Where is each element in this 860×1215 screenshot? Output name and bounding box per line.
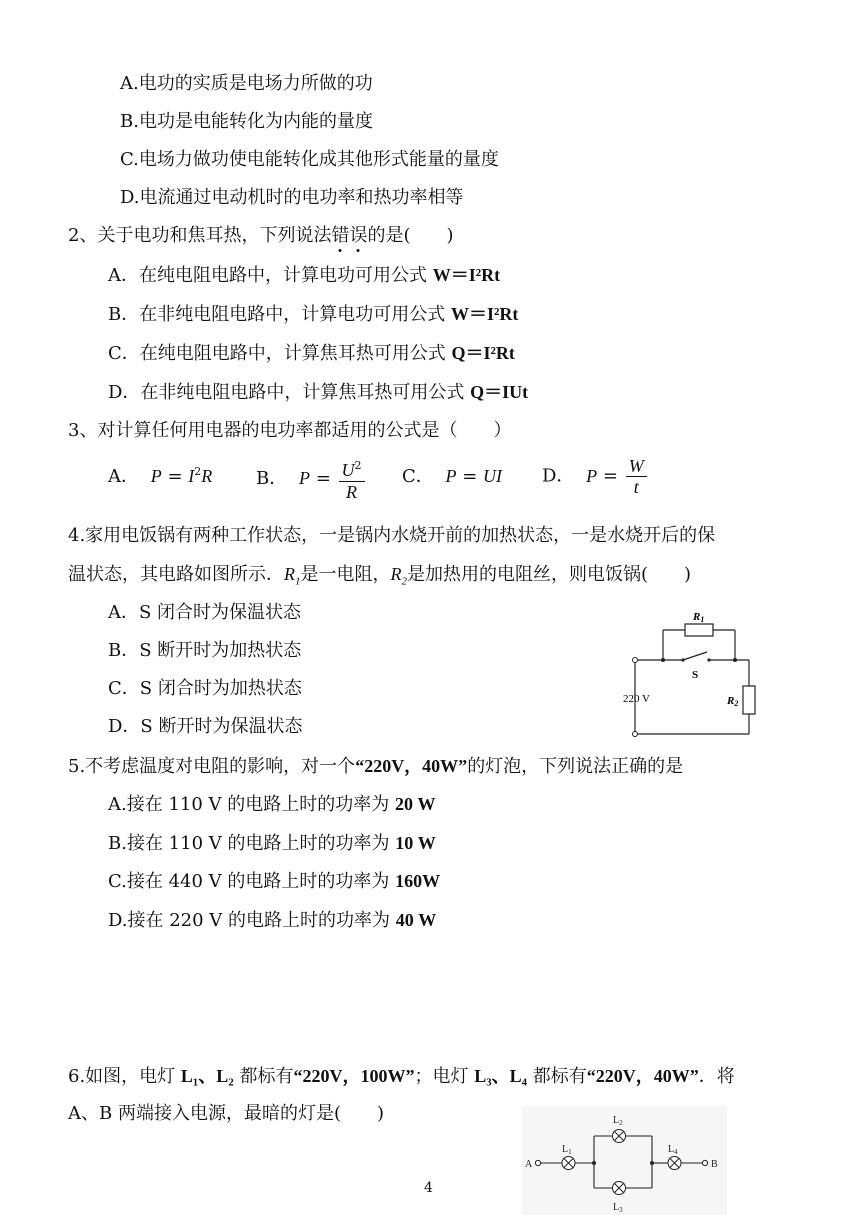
q6-lamps-12: L₁、L₂ xyxy=(180,1066,234,1086)
q5-option-d xyxy=(108,908,436,933)
q5-rating: “220V，40W” xyxy=(355,756,468,776)
q5-option-b xyxy=(108,831,436,856)
q5-option-d-value: 40 W xyxy=(395,910,437,930)
page-number: 4 xyxy=(424,1180,433,1196)
lamp-l4-icon xyxy=(668,1157,681,1170)
q4-stem-line1: 4.家用电饭锅有两种工作状态，一是锅内水烧开前的加热状态，一是水烧开后的保 xyxy=(68,525,716,546)
q5-stem-text: 5.不考虑温度对电阻的影响，对一个 xyxy=(68,756,356,777)
q5-option-c-value: 160W xyxy=(395,871,441,891)
q4-r2-symbol: $R_2$ xyxy=(390,564,407,588)
q6-stem-line1 xyxy=(68,1064,735,1089)
r1-label: R1 xyxy=(693,611,705,624)
q2-option-d-formula: Q＝IUt xyxy=(470,382,529,402)
q2-emphasis-1: 错 xyxy=(331,225,350,246)
q4-stem-mid: 是一电阻， xyxy=(300,564,391,585)
lamp-l1-icon xyxy=(562,1157,575,1170)
q2-stem xyxy=(68,224,454,248)
r2-resistor xyxy=(743,686,755,714)
q3-option-a-label: A． xyxy=(108,466,139,487)
label-l3: $L_3$ xyxy=(613,1202,623,1214)
terminal-b xyxy=(702,1160,707,1165)
q4-stem-end: 是加热用的电阻丝，则电饭锅( ) xyxy=(407,564,692,585)
q5-stem xyxy=(68,754,683,779)
q5-option-b-text: B.接在 110 V 的电路上时的功率为 xyxy=(108,833,396,854)
q1-option-d: D.电流通过电动机时的电功率和热功率相等 xyxy=(120,187,464,208)
q3-option-c-label: C． xyxy=(402,466,434,487)
label-l1: $L_1$ xyxy=(562,1144,572,1156)
q2-option-b-formula: W＝I²Rt xyxy=(450,304,519,324)
label-b: B xyxy=(711,1159,718,1170)
label-l4: $L_4$ xyxy=(668,1144,678,1156)
q4-circuit-diagram xyxy=(615,608,765,740)
q6-stem-line2: A、B 两端接入电源，最暗的灯是( ) xyxy=(68,1103,384,1124)
q4-option-a: A．S 闭合时为保温状态 xyxy=(108,602,302,623)
q2-option-d xyxy=(108,380,528,405)
q5-stem-end: 的灯泡，下列说法正确的是 xyxy=(467,756,684,777)
q5-option-a-value: 20 W xyxy=(394,794,436,814)
terminal-a xyxy=(535,1160,540,1165)
q5-option-a-text: A.接在 110 V 的电路上时的功率为 xyxy=(108,794,395,815)
q4-option-d: D．S 断开时为保温状态 xyxy=(108,716,303,737)
q2-option-c-text: C．在纯电阻电路中，计算焦耳热可用公式 xyxy=(108,343,452,364)
lamp-l3-icon xyxy=(613,1182,626,1195)
q4-stem-line2 xyxy=(68,562,691,594)
terminal-top xyxy=(633,658,638,663)
q6-stem-text: 6.如图，电灯 xyxy=(68,1066,181,1087)
q6-circuit-diagram xyxy=(522,1106,727,1215)
q6-stem-mid2: ；电灯 xyxy=(414,1066,475,1087)
q3-option-b-label: B． xyxy=(256,468,288,489)
q4-stem-text: 温状态，其电路如图所示． xyxy=(68,564,284,585)
q2-option-a-text: A．在纯电阻电路中，计算电功可用公式 xyxy=(108,265,433,286)
q3-stem: 3、对计算任何用电器的电功率都适用的公式是（ ） xyxy=(68,420,512,441)
label-a: A xyxy=(525,1159,533,1170)
r2-label: R2 xyxy=(727,695,739,708)
q3-option-c: C． P = UI xyxy=(402,466,503,487)
q6-rating-2: “220V，40W” xyxy=(586,1066,699,1086)
q6-stem-mid3: 都标有 xyxy=(527,1066,587,1087)
q2-option-d-text: D．在非纯电阻电路中，计算焦耳热可用公式 xyxy=(108,382,471,403)
q5-option-b-value: 10 W xyxy=(395,833,436,853)
q1-option-b: B.电功是电能转化为内能的量度 xyxy=(120,111,373,132)
q5-option-d-text: D.接在 220 V 的电路上时的功率为 xyxy=(108,910,396,931)
q4-option-c: C．S 闭合时为加热状态 xyxy=(108,678,302,699)
label-l2: $L_2$ xyxy=(613,1115,623,1127)
lamp-l2-icon xyxy=(613,1130,626,1143)
q4-r1-symbol: $R_1$ xyxy=(284,564,301,588)
q3-option-d: D． P = $\frac{W}{t}$ xyxy=(542,456,649,497)
q2-option-b-text: B．在非纯电阻电路中，计算电功可用公式 xyxy=(108,304,451,325)
q5-option-c-text: C.接在 440 V 的电路上时的功率为 xyxy=(108,871,396,892)
q2-emphasis-2: 误 xyxy=(349,225,368,246)
terminal-bottom xyxy=(633,732,638,737)
q4-option-b: B．S 断开时为加热状态 xyxy=(108,640,302,661)
q6-lamps-34: L₃、L₄ xyxy=(474,1066,527,1086)
q5-option-c xyxy=(108,869,440,894)
q6-rating-1: “220V，100W” xyxy=(293,1066,415,1086)
q6-stem-end: ．将 xyxy=(698,1066,735,1087)
q2-option-b xyxy=(108,302,518,327)
q2-option-c-formula: Q＝I²Rt xyxy=(451,343,515,363)
q1-option-c: C.电场力做功使电能转化成其他形式能量的量度 xyxy=(120,149,499,170)
q2-stem-end: 的是( ) xyxy=(367,225,454,246)
r1-resistor xyxy=(685,624,713,636)
q2-stem-text: 2、关于电功和焦耳热，下列说法 xyxy=(68,225,332,246)
q5-option-a xyxy=(108,792,435,817)
q3-option-b: B． P = $\frac{U^2}{R}$ xyxy=(256,456,367,502)
q2-option-c xyxy=(108,341,515,366)
switch-label: S xyxy=(692,669,699,681)
voltage-label: 220 V xyxy=(623,693,650,705)
q2-option-a-formula: W＝I²Rt xyxy=(432,265,501,285)
q2-option-a xyxy=(108,263,500,288)
q6-stem-mid: 都标有 xyxy=(233,1066,294,1087)
q3-option-d-label: D． xyxy=(542,465,575,487)
q3-option-a: A． $P = I^2R$ xyxy=(108,465,213,487)
q1-option-a: A.电功的实质是电场力所做的功 xyxy=(120,73,373,94)
